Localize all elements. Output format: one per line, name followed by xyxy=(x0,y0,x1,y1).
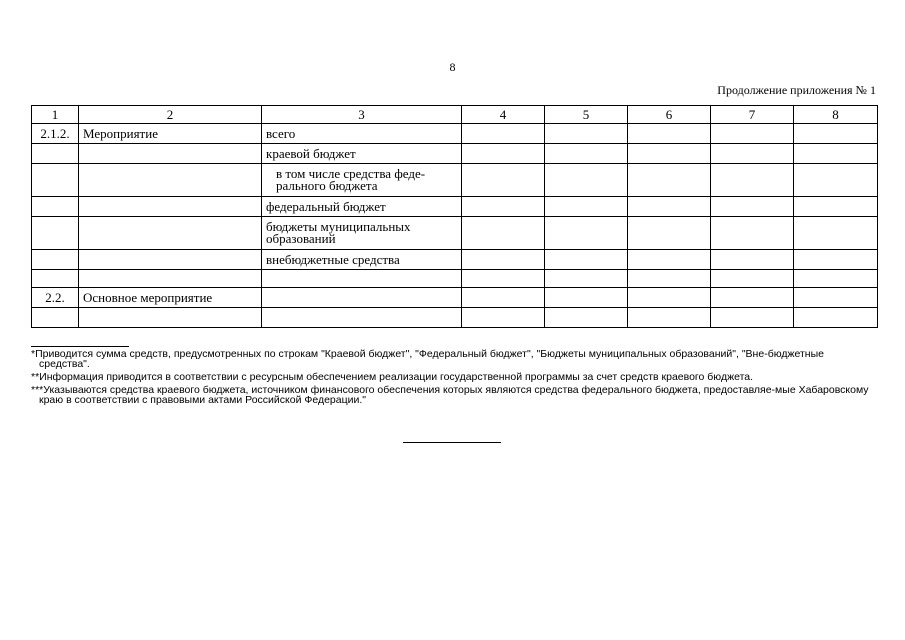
table-cell xyxy=(628,144,711,164)
table-row xyxy=(32,288,878,308)
table-cell xyxy=(794,164,878,197)
page-number: 8 xyxy=(449,60,456,74)
table-row xyxy=(32,144,878,164)
table-cell xyxy=(462,270,545,288)
column-header: 2 xyxy=(79,106,262,124)
table-cell xyxy=(545,270,628,288)
table-cell xyxy=(79,164,262,197)
footnote: *Приводится сумма средств, предусмотренных по строкам "Краевой бюджет", "Федеральный бюджет", "Бюджеты муниципальных образований", "Вне-бюджетные средства". xyxy=(31,348,824,370)
table-cell xyxy=(545,164,628,197)
table-cell xyxy=(628,124,711,144)
table-cell xyxy=(628,288,711,308)
column-header: 1 xyxy=(32,106,79,124)
table-cell xyxy=(794,124,878,144)
table-cell xyxy=(545,250,628,270)
table-cell xyxy=(794,288,878,308)
table-cell: федеральный бюджет xyxy=(262,197,462,217)
table-cell: краевой бюджет xyxy=(262,144,462,164)
table-cell xyxy=(462,164,545,197)
table-cell xyxy=(711,144,794,164)
table-cell xyxy=(462,197,545,217)
column-header: 4 xyxy=(462,106,545,124)
table-cell xyxy=(545,217,628,250)
table-cell xyxy=(711,197,794,217)
table-cell xyxy=(545,288,628,308)
table-row xyxy=(32,197,878,217)
table-cell: 2.2. xyxy=(32,288,79,308)
table-cell xyxy=(262,308,462,328)
table-cell: 2.1.2. xyxy=(32,124,79,144)
table-header-row xyxy=(32,106,878,124)
table-cell: всего xyxy=(262,124,462,144)
end-separator xyxy=(403,442,501,443)
table-cell xyxy=(711,250,794,270)
footnote: **Информация приводится в соответствии с ресурсным обеспечением реализации государственной программы за счет средств краевого бюджета. xyxy=(31,371,754,383)
budget-table xyxy=(31,105,878,328)
table-cell xyxy=(628,217,711,250)
table-cell xyxy=(711,217,794,250)
footnotes xyxy=(31,349,877,408)
table-cell xyxy=(462,308,545,328)
column-header: 7 xyxy=(711,106,794,124)
column-header: 8 xyxy=(794,106,878,124)
table-cell xyxy=(794,308,878,328)
table-cell xyxy=(462,124,545,144)
table-cell xyxy=(79,270,262,288)
table-cell xyxy=(628,197,711,217)
table-cell xyxy=(628,308,711,328)
column-header: 3 xyxy=(262,106,462,124)
table-cell xyxy=(462,288,545,308)
table-cell xyxy=(79,197,262,217)
table-cell xyxy=(545,124,628,144)
table-cell xyxy=(32,308,79,328)
table-cell xyxy=(32,250,79,270)
appendix-continuation-note: Продолжение приложения № 1 xyxy=(717,83,876,97)
table-cell: в том числе средства феде- рального бюджета xyxy=(262,164,462,197)
table-cell xyxy=(545,308,628,328)
table-cell xyxy=(262,270,462,288)
table-cell xyxy=(79,250,262,270)
table-row xyxy=(32,270,878,288)
table-cell: Основное мероприятие xyxy=(79,288,262,308)
table-cell: бюджеты муниципальных образований xyxy=(262,217,462,250)
table-cell xyxy=(711,124,794,144)
table-cell xyxy=(462,217,545,250)
table-cell xyxy=(79,217,262,250)
column-header: 5 xyxy=(545,106,628,124)
table-cell: внебюджетные средства xyxy=(262,250,462,270)
table-cell xyxy=(794,270,878,288)
table-cell xyxy=(711,308,794,328)
footnote-separator xyxy=(31,346,129,347)
table-row xyxy=(32,164,878,197)
table-cell xyxy=(545,144,628,164)
table-cell xyxy=(79,144,262,164)
table-cell xyxy=(711,164,794,197)
footnote: ***Указываются средства краевого бюджета, источником финансового обеспечения которых являются средства федерального бюджета, предоставляе-мые Хабаровскому краю в соответствии с правовыми актами Российской Федерации." xyxy=(31,384,869,406)
column-header: 6 xyxy=(628,106,711,124)
table-cell xyxy=(794,217,878,250)
table-cell: Мероприятие xyxy=(79,124,262,144)
table-cell xyxy=(794,197,878,217)
table-cell xyxy=(32,144,79,164)
table-row xyxy=(32,250,878,270)
table-cell xyxy=(462,250,545,270)
table-cell xyxy=(794,250,878,270)
table-row xyxy=(32,124,878,144)
table-cell xyxy=(794,144,878,164)
table-cell xyxy=(628,250,711,270)
table-cell xyxy=(711,270,794,288)
table-cell xyxy=(79,308,262,328)
table-cell xyxy=(262,288,462,308)
table-cell xyxy=(711,288,794,308)
table-cell xyxy=(545,197,628,217)
table-cell xyxy=(628,270,711,288)
table-row xyxy=(32,308,878,328)
table-row xyxy=(32,217,878,250)
table-cell xyxy=(462,144,545,164)
table-cell xyxy=(628,164,711,197)
table-cell xyxy=(32,197,79,217)
table-cell xyxy=(32,217,79,250)
table-cell xyxy=(32,270,79,288)
table-cell xyxy=(32,164,79,197)
